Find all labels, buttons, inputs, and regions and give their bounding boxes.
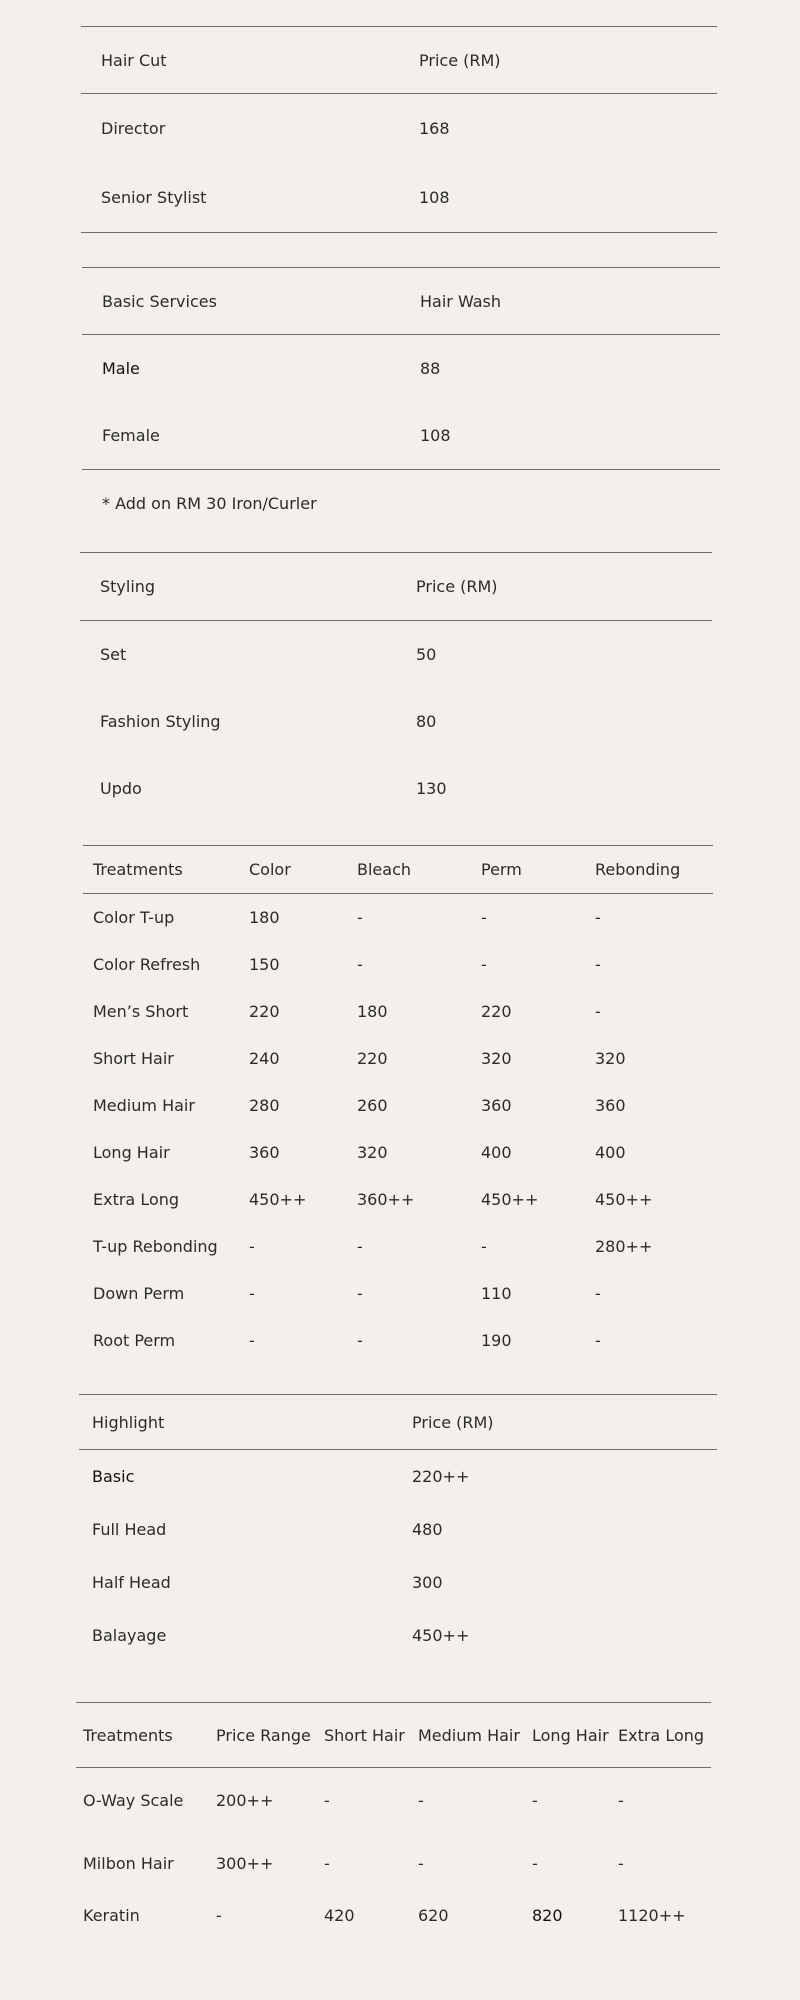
service-price: 88 bbox=[420, 359, 441, 378]
table-row bbox=[76, 1832, 711, 1894]
color-price: 220 bbox=[249, 1002, 280, 1021]
treatment-name: Extra Long bbox=[93, 1190, 180, 1209]
table-row bbox=[79, 1450, 717, 1504]
color-price: 360 bbox=[249, 1143, 280, 1162]
treatment-name: Down Perm bbox=[93, 1284, 185, 1303]
bleach-price: 220 bbox=[357, 1049, 388, 1068]
service-price: 450++ bbox=[412, 1626, 470, 1645]
service-price: 108 bbox=[420, 426, 451, 445]
color-price: - bbox=[249, 1331, 255, 1350]
treatment-name: Short Hair bbox=[93, 1049, 174, 1068]
rebonding-price: - bbox=[595, 1284, 601, 1303]
table-header-row bbox=[82, 268, 720, 335]
column-header: Basic Services bbox=[102, 291, 217, 311]
service-name: Basic bbox=[92, 1467, 135, 1486]
column-header: Hair Wash bbox=[420, 291, 502, 311]
perm-price: - bbox=[481, 908, 487, 927]
table-row bbox=[81, 94, 717, 164]
rebonding-price: 450++ bbox=[595, 1190, 653, 1209]
rebonding-price: - bbox=[595, 1002, 601, 1021]
long-hair-price: - bbox=[532, 1853, 538, 1873]
color-price: 240 bbox=[249, 1049, 280, 1068]
service-name: Full Head bbox=[92, 1520, 167, 1539]
column-header: Perm bbox=[481, 860, 522, 879]
table-row bbox=[76, 1768, 711, 1833]
service-name: Half Head bbox=[92, 1573, 171, 1592]
rebonding-price: 360 bbox=[595, 1096, 626, 1115]
color-price: - bbox=[249, 1284, 255, 1303]
column-header: Extra Long bbox=[618, 1725, 705, 1745]
short-hair-price: 420 bbox=[324, 1905, 355, 1925]
table-row bbox=[80, 688, 712, 755]
bleach-price: - bbox=[357, 1331, 363, 1350]
perm-price: 190 bbox=[481, 1331, 512, 1350]
column-header: Long Hair bbox=[532, 1725, 609, 1745]
column-header: Rebonding bbox=[595, 860, 681, 879]
highlight-price-table bbox=[79, 1394, 717, 1662]
table-header-row bbox=[76, 1703, 711, 1768]
color-price: - bbox=[249, 1237, 255, 1256]
medium-hair-price: - bbox=[418, 1790, 424, 1810]
table-row bbox=[81, 163, 717, 233]
medium-hair-price: 620 bbox=[418, 1905, 449, 1925]
treatment-name: Long Hair bbox=[93, 1143, 170, 1162]
service-price: 80 bbox=[416, 712, 437, 731]
table-row bbox=[83, 1129, 713, 1176]
long-hair-price: 820 bbox=[532, 1905, 563, 1925]
service-price: 50 bbox=[416, 645, 437, 664]
treatment-name: Medium Hair bbox=[93, 1096, 195, 1115]
column-header: Bleach bbox=[357, 860, 412, 879]
perm-price: 360 bbox=[481, 1096, 512, 1115]
rebonding-price: - bbox=[595, 955, 601, 974]
table-row bbox=[83, 1082, 713, 1129]
treatment-name: Root Perm bbox=[93, 1331, 176, 1350]
service-name: Balayage bbox=[92, 1626, 167, 1645]
basic-services-table bbox=[82, 267, 720, 470]
table-header-row bbox=[81, 27, 717, 94]
column-header: Treatments bbox=[83, 1725, 173, 1745]
bleach-price: 360++ bbox=[357, 1190, 415, 1209]
table-header-row bbox=[80, 553, 712, 621]
service-name: Senior Stylist bbox=[101, 188, 207, 207]
rebonding-price: 280++ bbox=[595, 1237, 653, 1256]
table-row bbox=[83, 1223, 713, 1270]
rebonding-price: - bbox=[595, 908, 601, 927]
hair-treatments-table bbox=[76, 1702, 711, 1936]
treatment-name: Milbon Hair bbox=[83, 1853, 174, 1873]
treatments-price-table bbox=[83, 845, 713, 1364]
table-row bbox=[79, 1556, 717, 1609]
table-row bbox=[83, 1176, 713, 1223]
styling-price-table bbox=[80, 552, 712, 822]
long-hair-price: - bbox=[532, 1790, 538, 1810]
bleach-price: - bbox=[357, 1237, 363, 1256]
table-row bbox=[83, 988, 713, 1035]
treatment-name: T-up Rebonding bbox=[93, 1237, 218, 1256]
table-row bbox=[83, 1035, 713, 1082]
rebonding-price: 320 bbox=[595, 1049, 626, 1068]
service-price: 168 bbox=[419, 119, 450, 138]
column-header: Price (RM) bbox=[412, 1412, 494, 1432]
column-header: Price Range bbox=[216, 1725, 311, 1745]
perm-price: 110 bbox=[481, 1284, 512, 1303]
short-hair-price: - bbox=[324, 1790, 330, 1810]
rebonding-price: 400 bbox=[595, 1143, 626, 1162]
service-name: Updo bbox=[100, 779, 142, 798]
short-hair-price: - bbox=[324, 1853, 330, 1873]
table-row bbox=[82, 335, 720, 403]
perm-price: - bbox=[481, 955, 487, 974]
table-row bbox=[76, 1894, 711, 1936]
column-header: Styling bbox=[100, 577, 156, 596]
rebonding-price: - bbox=[595, 1331, 601, 1350]
perm-price: 400 bbox=[481, 1143, 512, 1162]
price-range: 200++ bbox=[216, 1790, 274, 1810]
service-price: 108 bbox=[419, 188, 450, 207]
service-price: 130 bbox=[416, 779, 447, 798]
service-price: 300 bbox=[412, 1573, 443, 1592]
color-price: 280 bbox=[249, 1096, 280, 1115]
color-price: 450++ bbox=[249, 1190, 307, 1209]
service-price: 220++ bbox=[412, 1467, 470, 1486]
column-header: Hair Cut bbox=[101, 50, 167, 70]
treatment-name: Color T-up bbox=[93, 908, 175, 927]
color-price: 180 bbox=[249, 908, 280, 927]
column-header: Medium Hair bbox=[418, 1725, 520, 1745]
column-header: Short Hair bbox=[324, 1725, 405, 1745]
service-name: Male bbox=[102, 359, 140, 378]
table-row bbox=[83, 941, 713, 988]
service-name: Director bbox=[101, 119, 166, 138]
column-header: Highlight bbox=[92, 1412, 165, 1432]
extra-long-price: 1120++ bbox=[618, 1905, 686, 1925]
extra-long-price: - bbox=[618, 1853, 624, 1873]
table-row bbox=[80, 621, 712, 689]
medium-hair-price: - bbox=[418, 1853, 424, 1873]
table-row bbox=[83, 1270, 713, 1317]
column-header: Price (RM) bbox=[419, 50, 501, 70]
perm-price: 450++ bbox=[481, 1190, 539, 1209]
treatment-name: Color Refresh bbox=[93, 955, 201, 974]
table-row bbox=[82, 402, 720, 470]
perm-price: 320 bbox=[481, 1049, 512, 1068]
bleach-price: 320 bbox=[357, 1143, 388, 1162]
service-name: Female bbox=[102, 426, 160, 445]
treatment-name: Keratin bbox=[83, 1905, 140, 1925]
service-name: Fashion Styling bbox=[100, 712, 221, 731]
extra-long-price: - bbox=[618, 1790, 624, 1810]
table-row bbox=[83, 894, 713, 942]
treatment-name: O-Way Scale bbox=[83, 1790, 184, 1810]
table-header-row bbox=[79, 1395, 717, 1450]
service-name: Set bbox=[100, 645, 127, 664]
haircut-price-table bbox=[81, 26, 717, 233]
bleach-price: - bbox=[357, 1284, 363, 1303]
bleach-price: 180 bbox=[357, 1002, 388, 1021]
table-header-row bbox=[83, 846, 713, 894]
column-header: Color bbox=[249, 860, 291, 879]
table-row bbox=[79, 1503, 717, 1556]
perm-price: - bbox=[481, 1237, 487, 1256]
service-price: 480 bbox=[412, 1520, 443, 1539]
color-price: 150 bbox=[249, 955, 280, 974]
treatment-name: Men’s Short bbox=[93, 1002, 189, 1021]
table-row bbox=[80, 755, 712, 822]
perm-price: 220 bbox=[481, 1002, 512, 1021]
bleach-price: - bbox=[357, 955, 363, 974]
table-row bbox=[83, 1317, 713, 1364]
column-header: Treatments bbox=[93, 860, 183, 879]
table-row bbox=[79, 1609, 717, 1662]
price-range: - bbox=[216, 1905, 222, 1925]
bleach-price: - bbox=[357, 908, 363, 927]
price-range: 300++ bbox=[216, 1853, 274, 1873]
add-on-note: * Add on RM 30 Iron/Curler bbox=[102, 494, 317, 513]
bleach-price: 260 bbox=[357, 1096, 388, 1115]
column-header: Price (RM) bbox=[416, 577, 498, 596]
